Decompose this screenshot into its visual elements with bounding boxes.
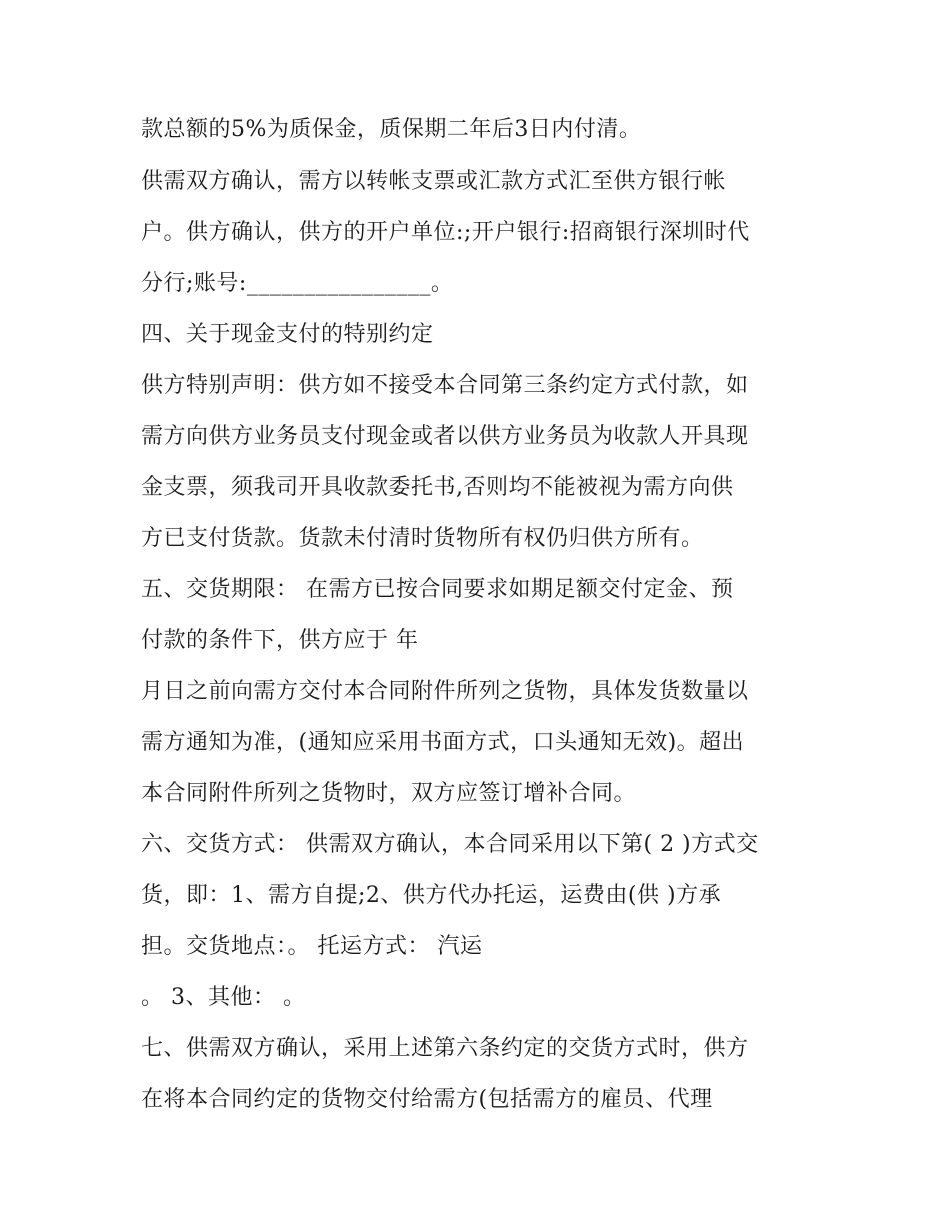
section-heading: 五、交货期限： 在需方已按合同要求如期足额交付定金、预 — [141, 577, 734, 602]
text-line: 方已支付货款。货款未付清时货物所有权仍归供方所有。 — [141, 526, 704, 551]
text-line: 供方特别声明：供方如不接受本合同第三条约定方式付款，如 — [141, 373, 749, 398]
text-line: 供需双方确认，需方以转帐支票或汇款方式汇至供方银行帐 — [141, 169, 727, 194]
text-line: 货，即：1、需方自提;2、供方代办托运，运费由(供 )方承 — [141, 883, 722, 908]
text-line: 付款的条件下，供方应于 年 — [141, 628, 419, 653]
text-line: 在将本合同约定的货物交付给需方(包括需方的雇员、代理 — [141, 1087, 713, 1112]
text-line: 分行;账号:________________。 — [141, 271, 454, 296]
text-line: 担。交货地点：。 托运方式： 汽运 — [141, 934, 483, 959]
text-line: 需方通知为准，(通知应采用书面方式，口头通知无效)。超出 — [141, 730, 745, 755]
text-line: 本合同附件所列之货物时，双方应签订增补合同。 — [141, 781, 637, 806]
text-line: 月日之前向需方交付本合同附件所列之货物，具体发货数量以 — [141, 679, 749, 704]
text-line: 款总额的5%为质保金，质保期二年后3日内付清。 — [141, 117, 642, 142]
text-line: 需方向供方业务员支付现金或者以供方业务员为收款人开具现 — [141, 424, 749, 449]
text-line: 金支票，须我司开具收款委托书,否则均不能被视为需方向供 — [141, 475, 734, 500]
section-heading: 四、关于现金支付的特别约定 — [141, 322, 434, 347]
text-line: 。 3、其他： 。 — [141, 985, 306, 1010]
section-heading: 六、交货方式： 供需双方确认，本合同采用以下第( 2 )方式交 — [141, 832, 759, 857]
section-heading: 七、供需双方确认，采用上述第六条约定的交货方式时，供方 — [141, 1036, 749, 1061]
text-line: 户。供方确认，供方的开户单位:;开户银行:招商银行深圳时代 — [141, 220, 750, 245]
